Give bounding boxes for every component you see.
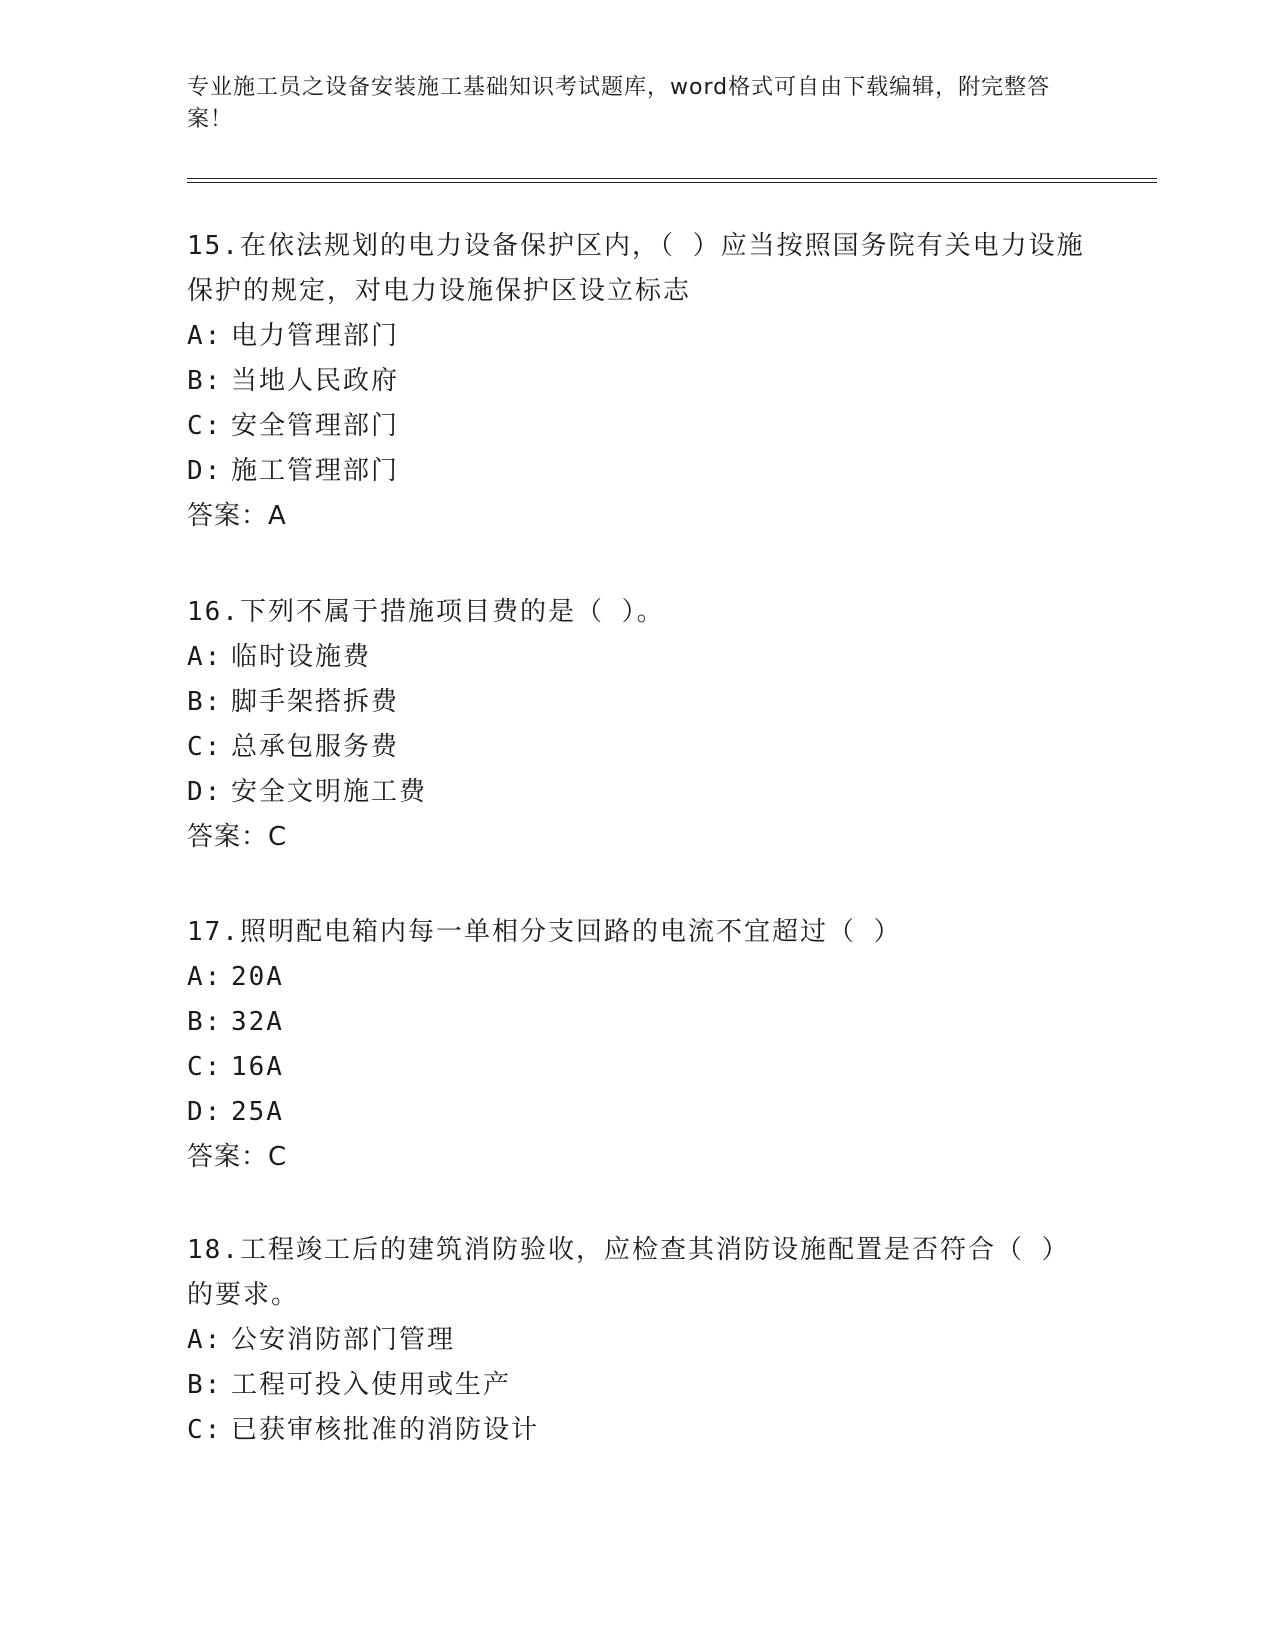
option-text: 工程可投入使用或生产: [231, 1370, 512, 1400]
option-text: 当地人民政府: [231, 366, 400, 396]
question-16: [187, 590, 1087, 860]
option-d: [187, 1090, 1087, 1135]
option-a: [187, 635, 1087, 680]
option-letter: B:: [187, 1007, 223, 1037]
option-c: [187, 404, 1087, 449]
question-stem: 17.照明配电箱内每一单相分支回路的电流不宜超过（ ）: [187, 917, 902, 947]
option-letter: C:: [187, 732, 223, 762]
option-a: [187, 955, 1087, 1000]
question-stem: 18.工程竣工后的建筑消防验收，应检查其消防设施配置是否符合（ ）的要求。: [187, 1235, 1070, 1310]
option-text: 脚手架搭拆费: [231, 687, 400, 717]
option-letter: B:: [187, 1370, 223, 1400]
option-a: [187, 314, 1087, 359]
answer-line: 答案：C: [187, 822, 288, 852]
option-letter: D:: [187, 1097, 223, 1127]
question-18: [187, 1228, 1087, 1453]
answer-line: 答案：A: [187, 501, 287, 531]
option-letter: D:: [187, 456, 223, 486]
option-text: 施工管理部门: [231, 456, 400, 486]
option-text: 20A: [231, 962, 284, 992]
option-text: 安全文明施工费: [231, 777, 428, 807]
option-letter: A:: [187, 642, 223, 672]
option-text: 总承包服务费: [231, 732, 400, 762]
option-c: [187, 725, 1087, 770]
question-15: [187, 224, 1087, 539]
option-letter: C:: [187, 1052, 223, 1082]
option-d: [187, 449, 1087, 494]
option-text: 安全管理部门: [231, 411, 400, 441]
option-text: 公安消防部门管理: [231, 1325, 456, 1355]
option-d: [187, 770, 1087, 815]
option-c: [187, 1045, 1087, 1090]
question-stem: 15.在依法规划的电力设备保护区内，（ ）应当按照国务院有关电力设施保护的规定，对电力设施保护区设立标志: [187, 231, 1085, 306]
option-letter: D:: [187, 777, 223, 807]
option-letter: B:: [187, 687, 223, 717]
option-b: [187, 1000, 1087, 1045]
option-letter: A:: [187, 1325, 223, 1355]
option-text: 32A: [231, 1007, 284, 1037]
option-text: 临时设施费: [231, 642, 372, 672]
option-text: 电力管理部门: [231, 321, 400, 351]
answer-line: 答案：C: [187, 1142, 288, 1172]
option-letter: A:: [187, 321, 223, 351]
option-letter: B:: [187, 366, 223, 396]
document-header: 专业施工员之设备安装施工基础知识考试题库，word格式可自由下载编辑，附完整答案！: [187, 75, 1051, 132]
option-letter: C:: [187, 1415, 223, 1445]
question-17: [187, 910, 1087, 1180]
option-text: 已获审核批准的消防设计: [231, 1415, 540, 1445]
option-b: [187, 359, 1087, 404]
option-c: [187, 1408, 1087, 1453]
option-b: [187, 680, 1087, 725]
option-text: 25A: [231, 1097, 284, 1127]
header-divider: [187, 178, 1157, 183]
question-stem: 16.下列不属于措施项目费的是（ ）。: [187, 597, 665, 627]
option-text: 16A: [231, 1052, 284, 1082]
option-letter: A:: [187, 962, 223, 992]
option-a: [187, 1318, 1087, 1363]
option-b: [187, 1363, 1087, 1408]
option-letter: C:: [187, 411, 223, 441]
